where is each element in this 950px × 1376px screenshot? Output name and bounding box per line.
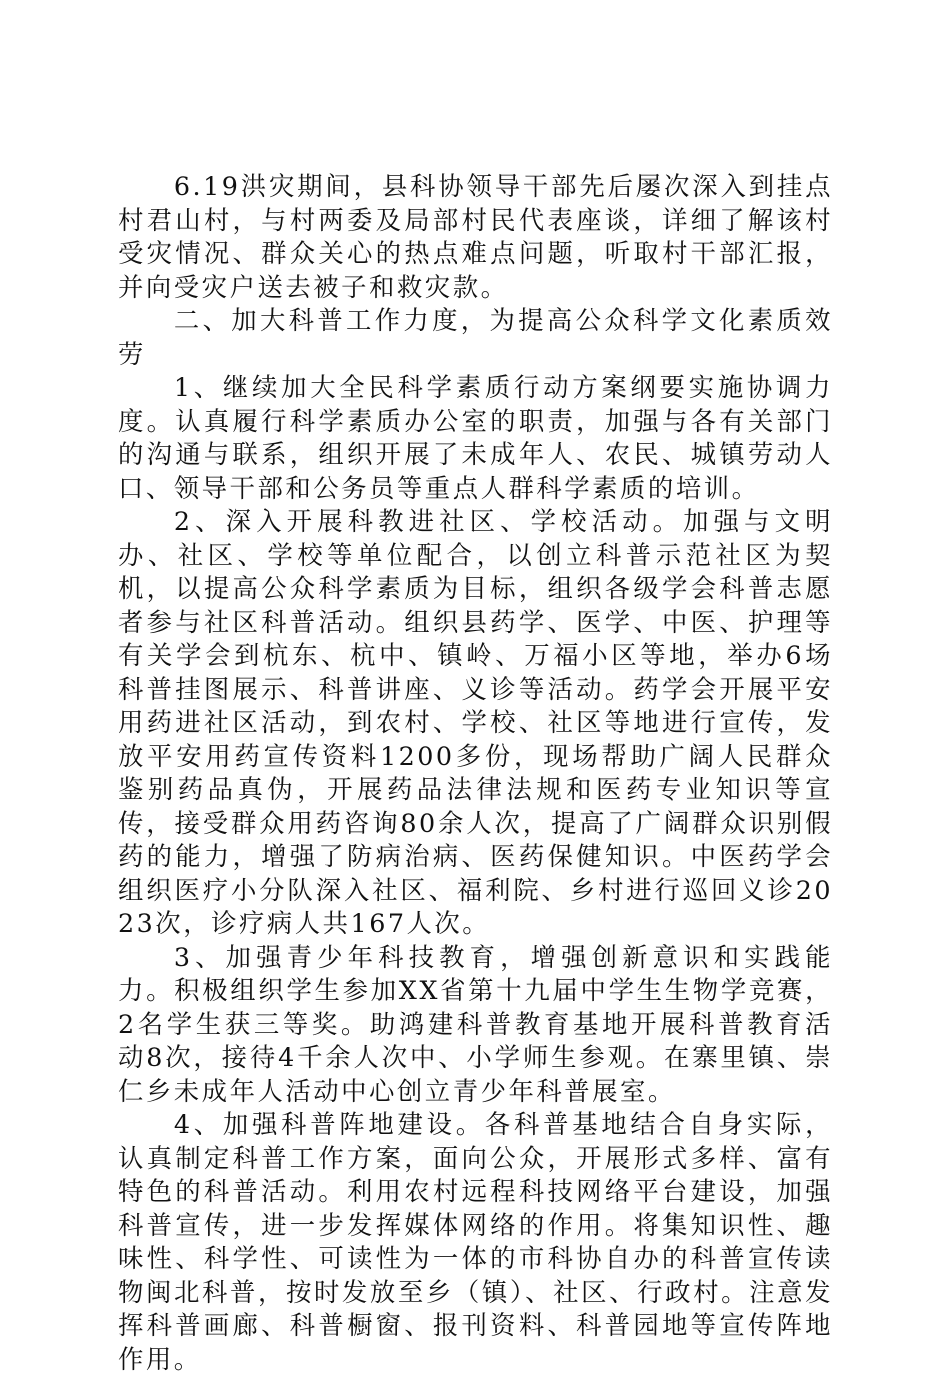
- section-heading-science-popularization: 二、加大科普工作力度，为提高公众科学文化素质效劳: [118, 305, 833, 369]
- paragraph-flood-visit: 6.19洪灾期间，县科协领导干部先后屡次深入到挂点村君山村，与村两委及局部村民代表座谈，详细了解该村受灾情况、群众关心的热点难点问题，听取村干部汇报，并向受灾户送去被子和救灾款。: [118, 171, 833, 302]
- document-body: [118, 170, 833, 1376]
- paragraph-item-3-youth-education: 3、加强青少年科技教育，增强创新意识和实践能力。积极组织学生参加XX省第十九届中学生生物学竞赛，2名学生获三等奖。助鸿建科普教育基地开展科普教育活动8次，接待4千余人次中、小学师生参观。在寨里镇、崇仁乡未成年人活动中心创立青少年科普展室。: [118, 941, 833, 1106]
- paragraph-item-4-base-construction: 4、加强科普阵地建设。各科普基地结合自身实际，认真制定科普工作方案，面向公众，开展形式多样、富有特色的科普活动。利用农村远程科技网络平台建设，加强科普宣传，进一步发挥媒体网络的作用。将集知识性、趣味性、科学性、可读性为一体的市科协自办的科普宣传读物闽北科普，按时发放至乡（镇）、社区、行政村。注意发挥科普画廊、科普橱窗、报刊资料、科普园地等宣传阵地作用。: [118, 1109, 833, 1374]
- paragraph-item-2-community-school: 2、深入开展科教进社区、学校活动。加强与文明办、社区、学校等单位配合，以创立科普示范社区为契机，以提高公众科学素质为目标，组织各级学会科普志愿者参与社区科普活动。组织县药学、医学、中医、护理等有关学会到杭东、杭中、镇岭、万福小区等地，举办6场科普挂图展示、科普讲座、义诊等活动。药学会开展平安用药进社区活动，到农村、学校、社区等地进行宣传，发放平安用药宣传资料1200多份，现场帮助广阔人民群众鉴别药品真伪，开展药品法律法规和医药专业知识等宣传，接受群众用药咨询80余人次，提高了广阔群众识别假药的能力，增强了防病治病、医药保健知识。中医药学会组织医疗小分队深入社区、福利院、乡村进行巡回义诊2023次，诊疗病人共167人次。: [118, 506, 833, 938]
- paragraph-item-1-literacy-action: 1、继续加大全民科学素质行动方案纲要实施协调力度。认真履行科学素质办公室的职责，加强与各有关部门的沟通与联系，组织开展了未成年人、农民、城镇劳动人口、领导干部和公务员等重点人群科学素质的培训。: [118, 372, 833, 503]
